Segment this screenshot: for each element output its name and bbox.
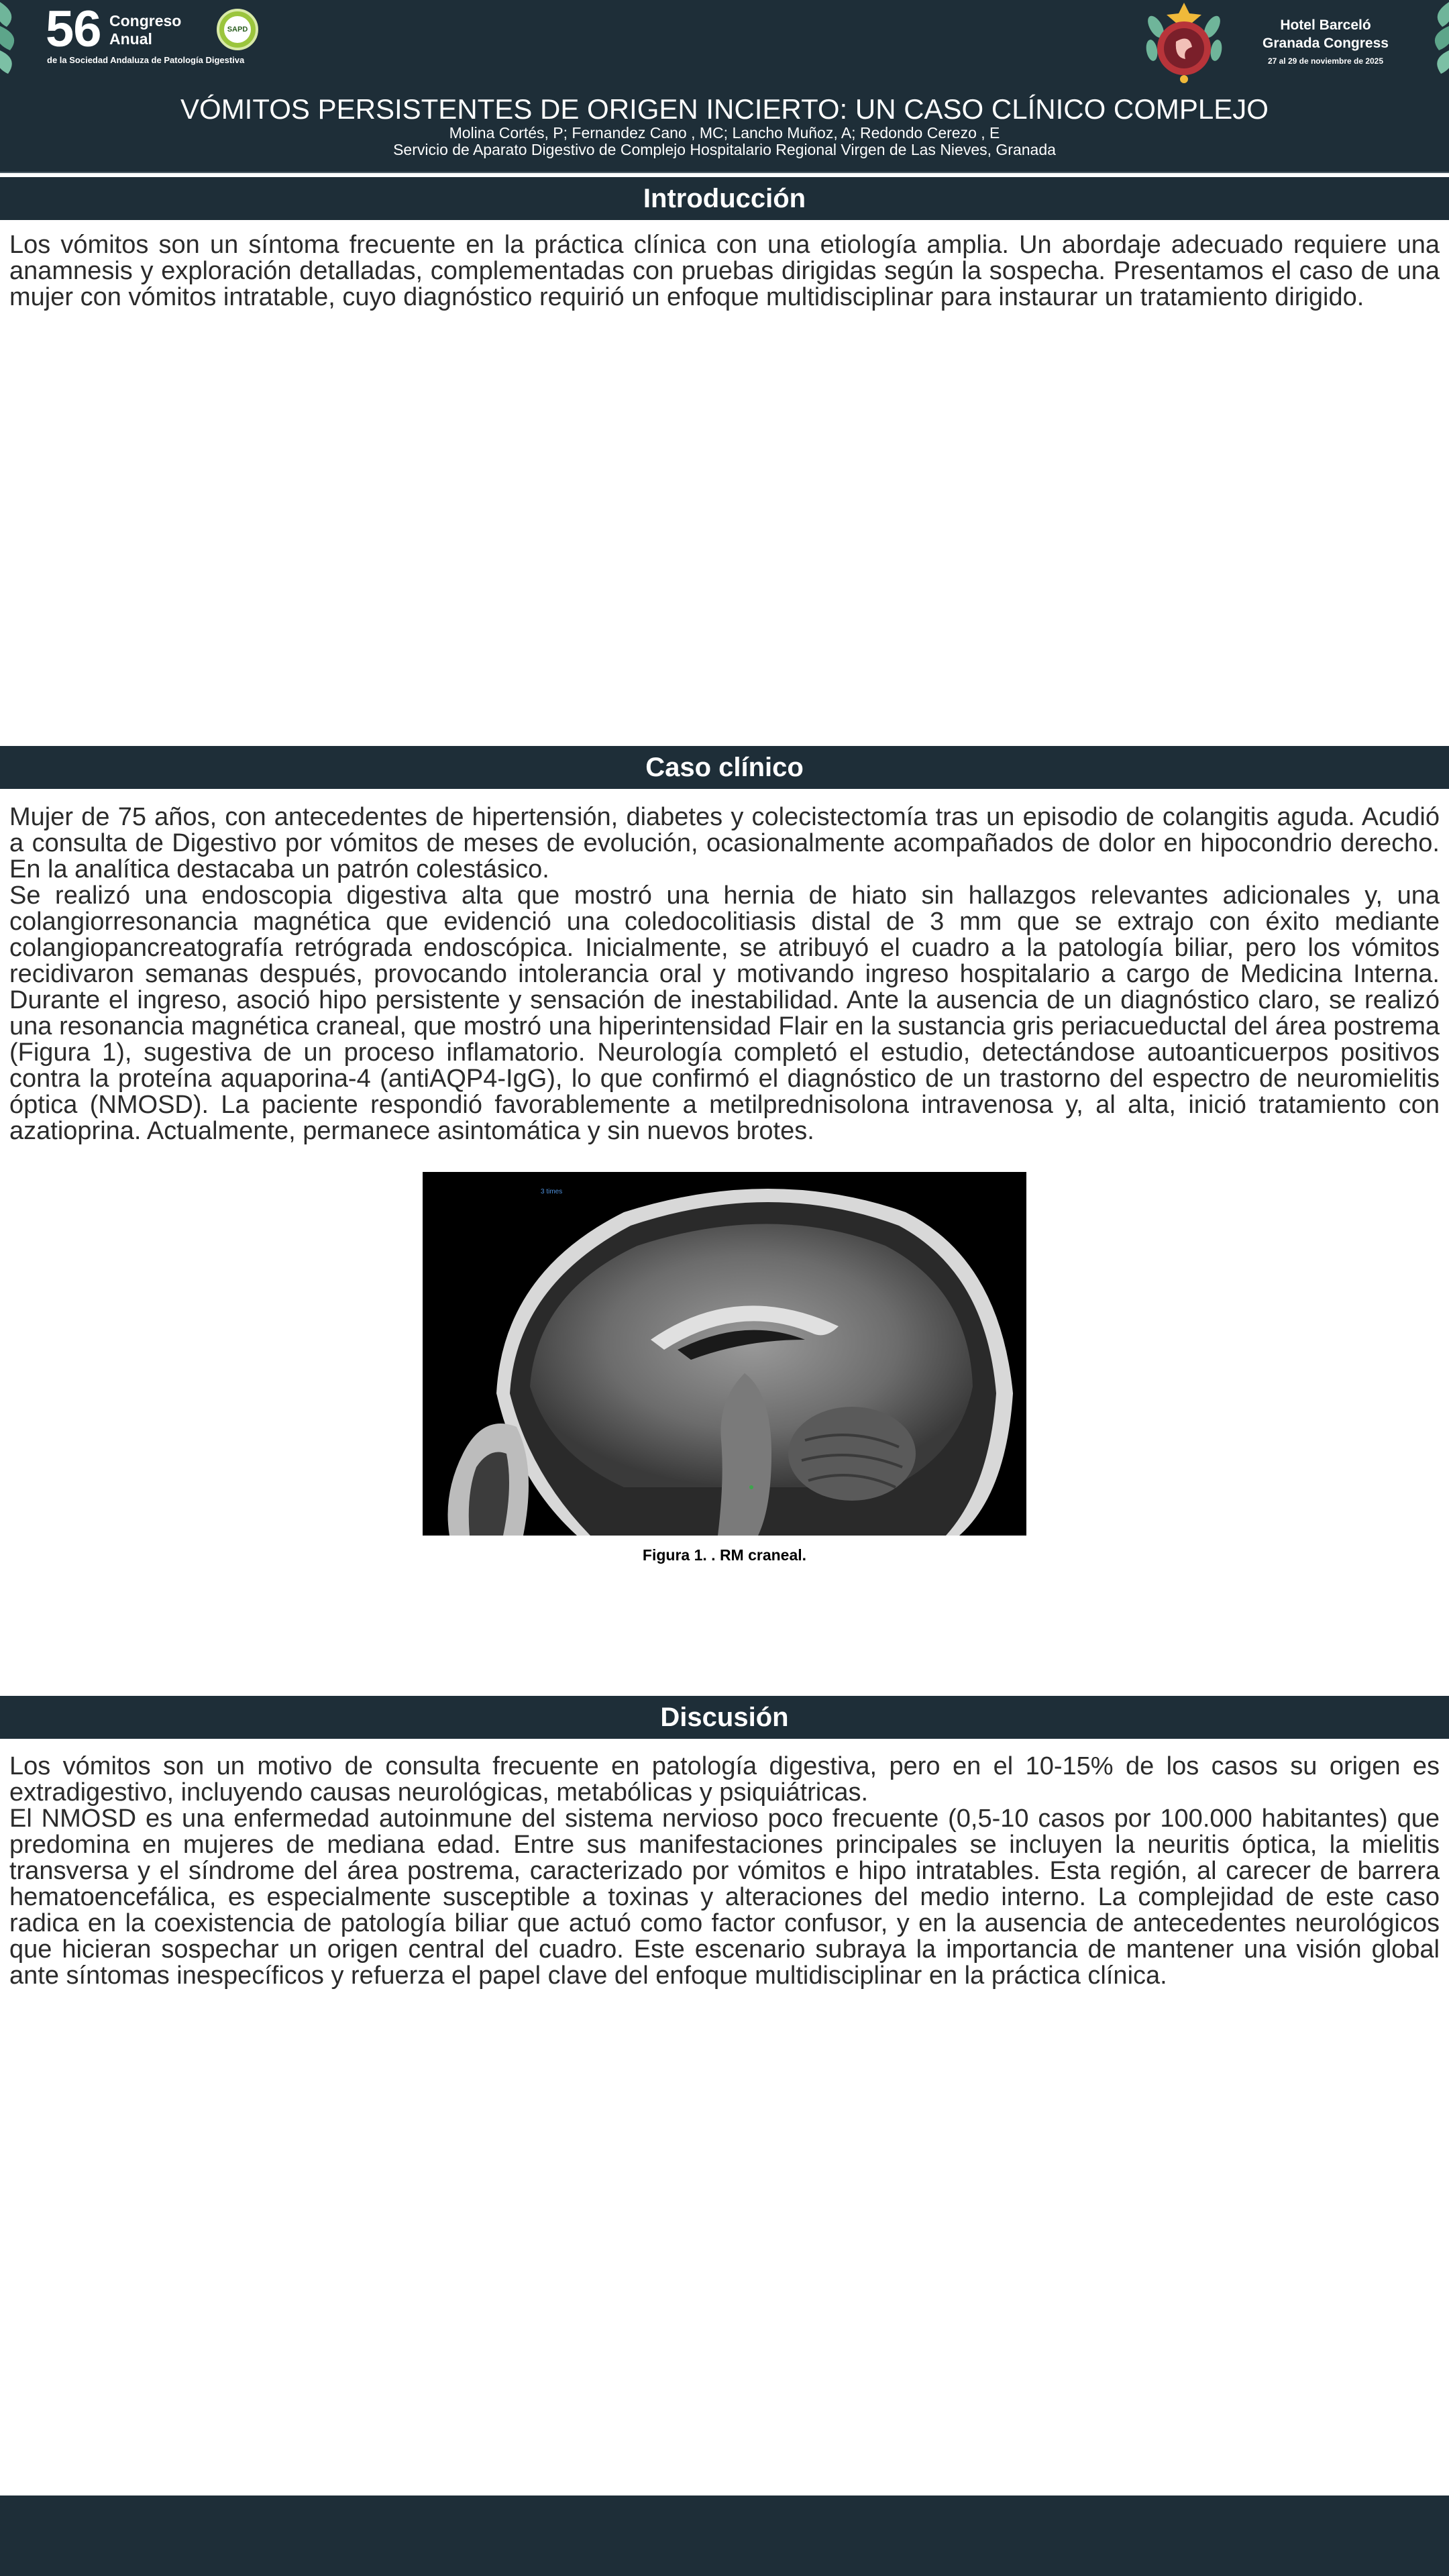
section-heading-introduccion: Introducción bbox=[0, 177, 1449, 220]
sapd-logo bbox=[217, 9, 258, 50]
case-body bbox=[9, 804, 1440, 1144]
poster-footer bbox=[0, 2496, 1449, 2576]
discussion-paragraph-1: Los vómitos son un motivo de consulta frecuente en patología digestiva, pero en el 10-15% de los casos su origen es extradigestivo, incluyendo causas neurológicas, metabólicas y psiquiátricas. bbox=[9, 1752, 1440, 1807]
mri-overlay-label: 3 times bbox=[541, 1188, 563, 1195]
poster-authors: Molina Cortés, P; Fernandez Cano , MC; Lancho Muñoz, A; Redondo Cerezo , E bbox=[449, 124, 1000, 142]
venue-name: Granada Congress bbox=[1263, 36, 1389, 51]
leaf-decoration-left-icon bbox=[0, 0, 34, 80]
intro-paragraph bbox=[9, 232, 1440, 311]
congress-logo-subtitle: de la Sociedad Andaluza de Patología Digestiva bbox=[47, 55, 245, 65]
poster-header bbox=[0, 0, 1449, 173]
case-paragraph-2: Se realizó una endoscopia digestiva alta que mostró una hernia de hiato sin hallazgos relevantes adicionales y, una colangiorresonancia magnética que evidenció una coledocolitiasis distal de 3 mm que se extrajo con éxito mediante colangiopancreatografía retrógrada endoscópica. Inicialmente, se atribuyó el cuadro a la patología biliar, pero los vómitos recidivaron semanas después, provocando intolerancia oral y motivando ingreso hospitalario a cargo de Medicina Interna. Durante el ingreso, asoció hipo persistente y sensación de inestabilidad. Ante la ausencia de un diagnóstico claro, se realizó una resonancia magnética craneal, que mostró una hiperintensidad Flair en la sustancia gris periacueductal del área postrema (Figura 1), sugestiva de un proceso inflamatorio. Neurología completó el estudio, detectándose autoanticuerpos positivos contra la proteína aquaporina-4 (antiAQP4-IgG), lo que confirmó el diagnóstico de un trastorno del espectro de neuromielitis óptica (NMOSD). La paciente respondió favorablemente a metilprednisolona intravenosa y, al alta, inició tratamiento con azatioprina. Actualmente, permanece asintomática y sin nuevos brotes. bbox=[9, 881, 1440, 1145]
leaf-decoration-right-icon bbox=[1422, 0, 1449, 80]
intro-text: Los vómitos son un síntoma frecuente en la práctica clínica con una etiología amplia. Un abordaje adecuado requiere una anamnesis y exploración detalladas, complementadas con pruebas dirigidas según la sospecha. Presentamos el caso de una mujer con vómitos intratable, cuyo diagnóstico requirió un enfoque multidisciplinar para instaurar un tratamiento dirigido. bbox=[9, 231, 1440, 311]
case-paragraph-1: Mujer de 75 años, con antecedentes de hipertensión, diabetes y colecistectomía tras un episodio de colangitis aguda. Acudió a consulta de Digestivo por vómitos de meses de evolución, ocasionalmente acompañados de dolor en hipocondrio derecho. En la analítica destacaba un patrón colestásico. bbox=[9, 803, 1440, 883]
congress-logo-word-2: Anual bbox=[109, 30, 152, 48]
figure-caption: Figura 1. . RM craneal. bbox=[642, 1546, 807, 1564]
congress-dates: 27 al 29 de noviembre de 2025 bbox=[1267, 56, 1384, 66]
discussion-body bbox=[9, 1754, 1440, 1989]
section-heading-discusion: Discusión bbox=[0, 1696, 1449, 1739]
congress-emblem-icon bbox=[1142, 0, 1226, 85]
congress-logo-word-1: Congreso bbox=[109, 12, 182, 30]
poster-affiliation: Servicio de Aparato Digestivo de Complejo Hospitalario Regional Virgen de Las Nieves, Granada bbox=[393, 141, 1056, 158]
section-heading-caso-clinico: Caso clínico bbox=[0, 746, 1449, 789]
discussion-paragraph-2: El NMOSD es una enfermedad autoinmune del sistema nervioso poco frecuente (0,5-10 casos por 100.000 habitantes) que predomina en mujeres de mediana edad. Entre sus manifestaciones principales se incluyen la neuritis óptica, la mielitis transversa y el síndrome del área postrema, caracterizado por vómitos e hipo intratables. Esta región, al carecer de barrera hematoencefálica, es especialmente susceptible a toxinas y alteraciones del medio interno. La complejidad de este caso radica en la coexistencia de patología biliar que actuó como factor confusor, y en la ausencia de antecedentes neurológicos que hicieran sospechar un origen central del cuadro. Este escenario subraya la importancia de mantener una visión global ante síntomas inespecíficos y refuerza el papel clave del enfoque multidisciplinar en la práctica clínica. bbox=[9, 1805, 1440, 1990]
sapd-badge-text: SAPD bbox=[224, 16, 251, 43]
mri-sagittal-image bbox=[423, 1172, 1026, 1536]
header-divider bbox=[0, 172, 1449, 173]
venue-info bbox=[1253, 16, 1398, 66]
poster-title: VÓMITOS PERSISTENTES DE ORIGEN INCIERTO: UN CASO CLÍNICO COMPLEJO bbox=[180, 93, 1269, 125]
hotel-name: Hotel Barceló bbox=[1280, 17, 1371, 33]
congress-logo-number: 56 bbox=[46, 1, 101, 58]
mri-figure bbox=[423, 1172, 1026, 1536]
